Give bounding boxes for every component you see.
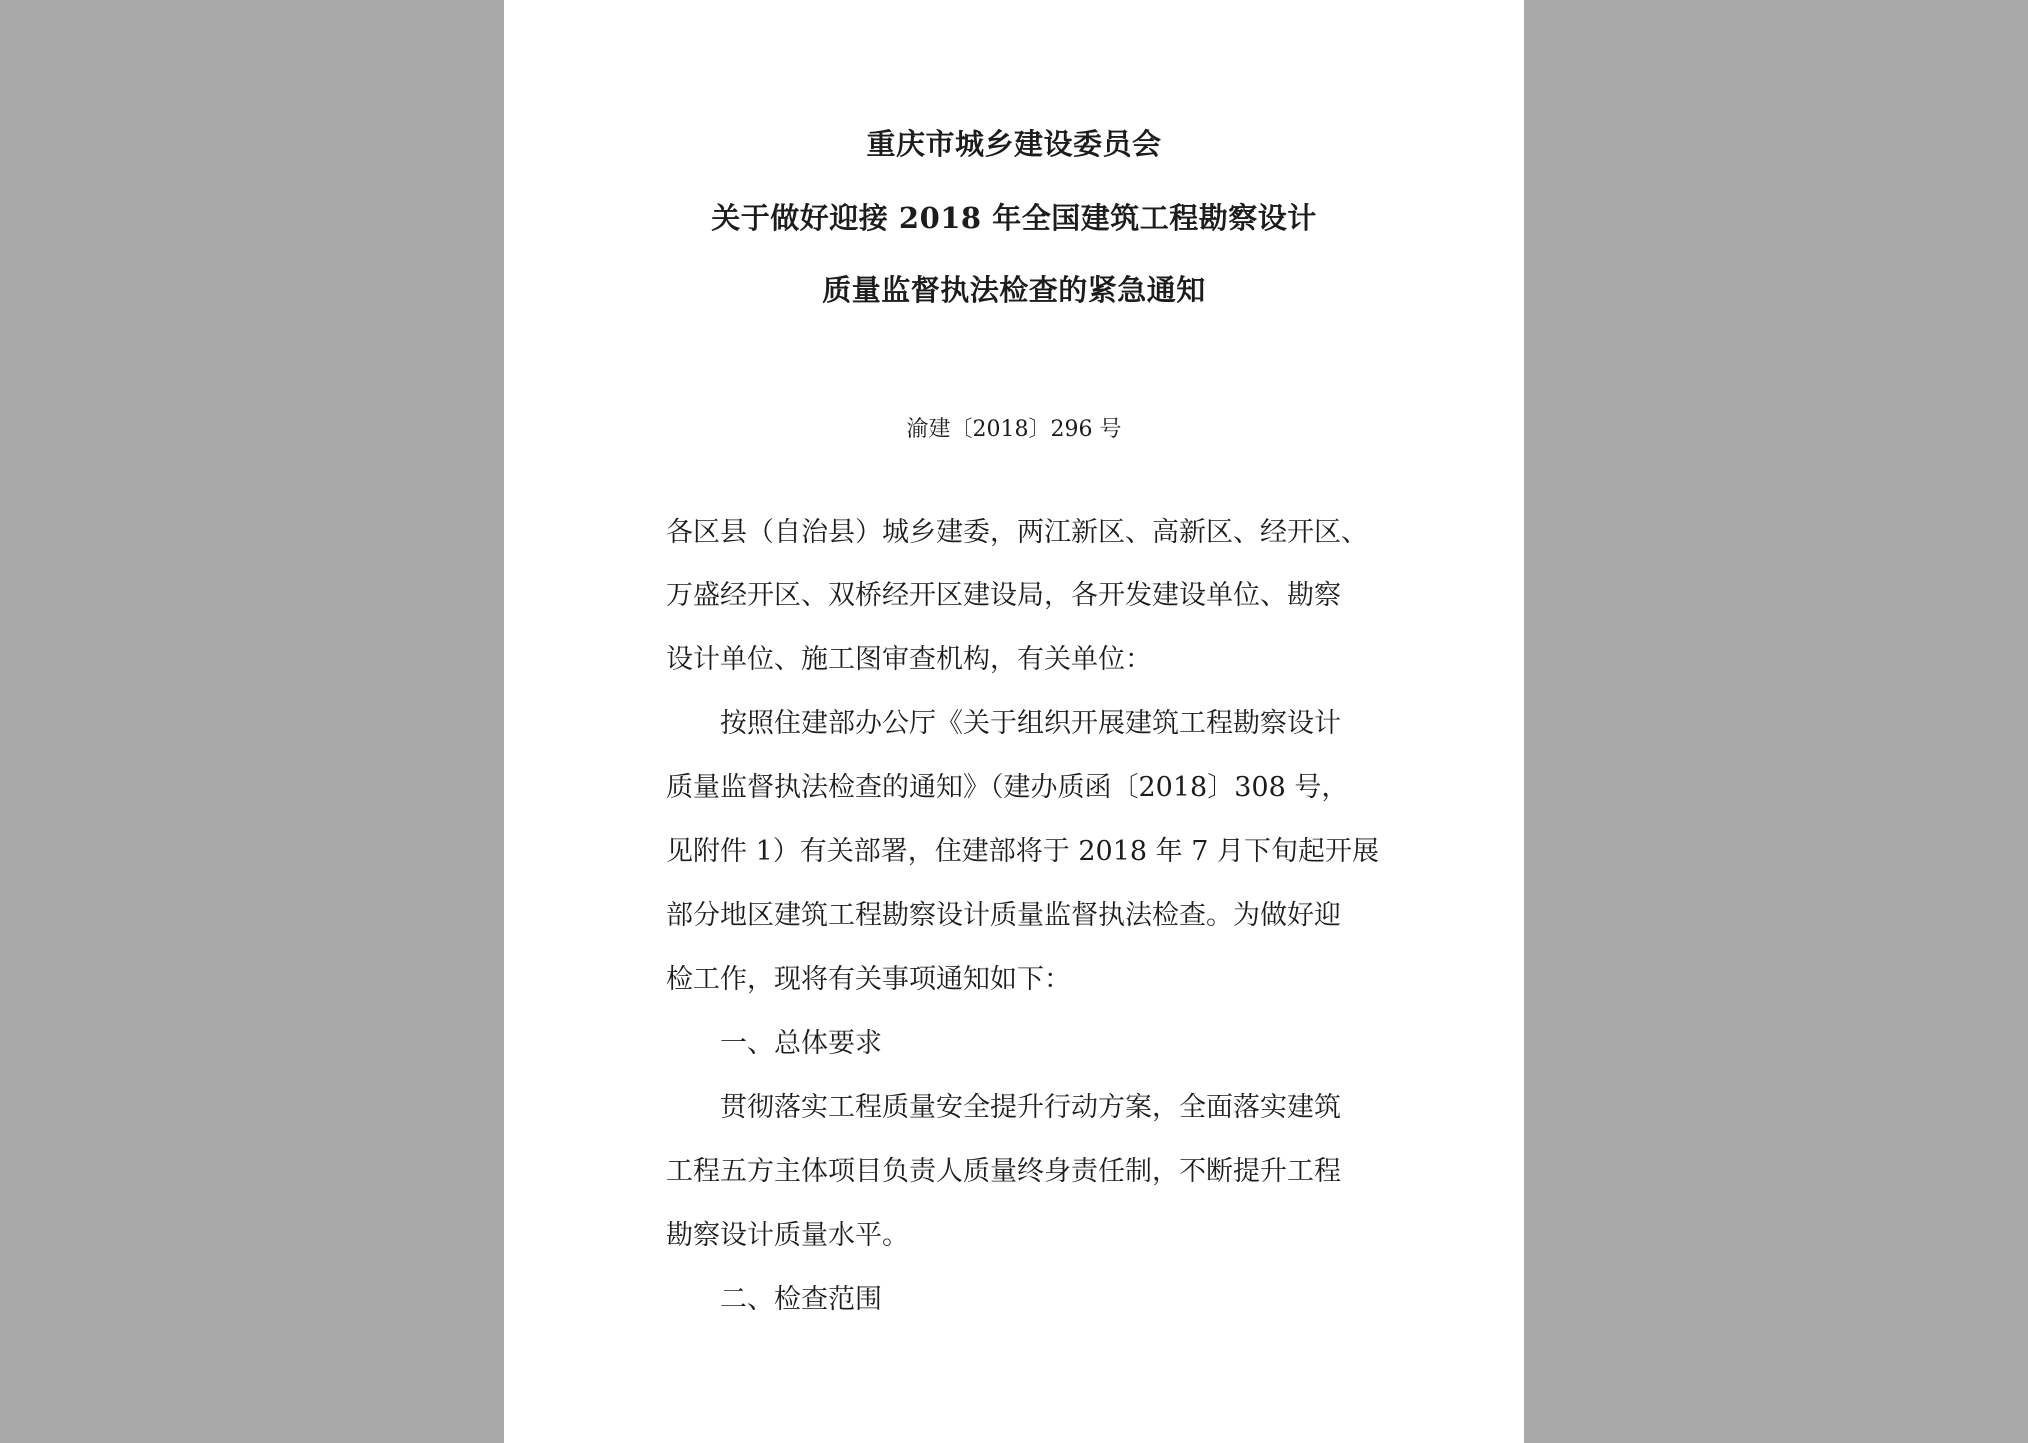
addressee-line: 万盛经开区、双桥经开区建设局，各开发建设单位、勘察 — [666, 580, 1341, 611]
section-heading: 一、总体要求 — [720, 1028, 882, 1059]
body-paragraph-line: 部分地区建筑工程勘察设计质量监督执法检查。为做好迎 — [666, 900, 1341, 931]
body-paragraph-line: 见附件 1）有关部署，住建部将于 2018 年 7 月下旬起开展 — [666, 836, 1379, 867]
document-title-line-3: 质量监督执法检查的紧急通知 — [822, 273, 1206, 307]
document-title-line-1: 重庆市城乡建设委员会 — [866, 127, 1162, 161]
body-paragraph-line: 工程五方主体项目负责人质量终身责任制，不断提升工程 — [666, 1156, 1341, 1187]
addressee-line: 设计单位、施工图审查机构，有关单位： — [666, 644, 1152, 675]
document-title-line-2: 关于做好迎接 2018 年全国建筑工程勘察设计 — [711, 201, 1317, 235]
body-paragraph-line: 质量监督执法检查的通知》（建办质函〔2018〕308 号， — [666, 772, 1349, 803]
body-paragraph-line: 检工作，现将有关事项通知如下： — [666, 964, 1071, 995]
body-paragraph-line: 勘察设计质量水平。 — [666, 1220, 909, 1251]
document-page — [504, 0, 1524, 1443]
body-paragraph-line: 贯彻落实工程质量安全提升行动方案，全面落实建筑 — [720, 1092, 1341, 1123]
document-number: 渝建〔2018〕296 号 — [906, 417, 1122, 442]
body-paragraph-line: 按照住建部办公厅《关于组织开展建筑工程勘察设计 — [720, 708, 1341, 739]
section-heading: 二、检查范围 — [720, 1284, 882, 1315]
addressee-line: 各区县（自治县）城乡建委，两江新区、高新区、经开区、 — [666, 517, 1368, 548]
